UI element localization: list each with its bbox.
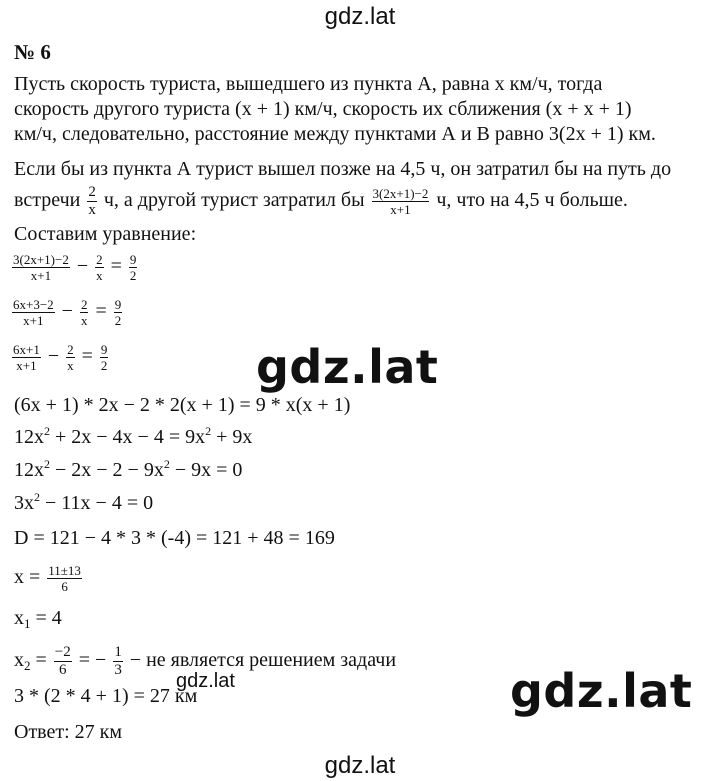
watermark-bottom: gdz.lat (324, 752, 396, 779)
minus-sign: − (47, 345, 60, 368)
watermark-right: gdz.lat (510, 664, 693, 718)
exponent: 2 (44, 424, 50, 438)
exponent: 2 (205, 424, 212, 438)
compose-label: Составим уравнение: (14, 223, 197, 245)
denominator: 2 (114, 313, 122, 328)
equals-sign: = (110, 255, 122, 278)
numerator: 3(2х+1)−2 (372, 185, 429, 201)
minus-sign: − (76, 255, 89, 278)
exponent: 2 (44, 457, 50, 471)
denominator: х+1 (390, 201, 411, 217)
fraction (12, 342, 41, 373)
exponent: 2 (34, 490, 40, 504)
equation-line: (6х + 1) * 2х − 2 * 2(х + 1) = 9 * х(х + 1) (14, 394, 351, 416)
text-line: Пусть скорость туриста, вышедшего из пункта А, равна х км/ч, тогда (14, 73, 603, 95)
minus-sign: − (61, 300, 73, 323)
exponent: 2 (163, 457, 170, 471)
term: + 2х − 4х − 4 = 9х (50, 426, 206, 448)
numerator: −2 (54, 643, 71, 660)
text-line: км/ч, следовательно, расстояние между пунктами А и В равно 3(2х + 1) км. (14, 123, 656, 145)
discriminant-line: D = 121 − 4 * 3 * (-4) = 121 + 48 = 169 (14, 527, 335, 549)
term: = (30, 649, 47, 671)
equation-line (14, 491, 153, 515)
numerator: 2 (88, 183, 96, 200)
denominator: х (88, 201, 96, 218)
roots-formula (14, 557, 84, 597)
fraction (47, 563, 82, 594)
denominator: 6 (59, 661, 67, 678)
numerator: 2 (96, 252, 103, 267)
denominator: 2 (129, 268, 137, 283)
term: 12х (14, 459, 44, 481)
denominator: 3 (114, 661, 122, 678)
term: = 4 (30, 607, 62, 629)
numerator: 2 (67, 342, 74, 357)
denominator: х+1 (30, 268, 52, 283)
equals-sign: = (81, 345, 93, 368)
problem-number: № 6 (14, 40, 51, 64)
watermark-top: gdz.lat (324, 3, 396, 30)
fraction (114, 297, 123, 328)
term: + 9х (211, 426, 253, 448)
equation-line (14, 458, 242, 482)
denominator: 6 (61, 578, 68, 594)
fraction (66, 342, 75, 373)
numerator: 6х+1 (13, 342, 40, 357)
term: = − (78, 649, 107, 671)
term: 12х (14, 426, 44, 448)
fraction (12, 252, 70, 283)
fraction (87, 184, 97, 219)
fraction (80, 297, 89, 328)
equation-2 (10, 297, 124, 328)
watermark-middle: gdz.lat (256, 340, 439, 394)
denominator: х (67, 358, 74, 373)
denominator: х+1 (16, 358, 37, 373)
term: − 11х − 4 = 0 (40, 492, 154, 514)
term: − не является решением задачи (129, 649, 397, 671)
term: х (14, 649, 24, 671)
numerator: 3(2х+1)−2 (13, 252, 69, 267)
denominator: х+1 (23, 313, 44, 328)
term: 3х (14, 492, 34, 514)
root-1 (14, 606, 62, 630)
equals-sign: = (95, 300, 107, 323)
text-line: Если бы из пункта А турист вышел позже на 4,5 ч, он затратил бы на путь до (14, 158, 672, 180)
subscript: 1 (24, 616, 31, 631)
subscript: 2 (24, 658, 31, 673)
equation-1 (10, 252, 139, 283)
text-line: скорость другого туриста (х + 1) км/ч, скорость их сближения (х + х + 1) (14, 98, 632, 120)
denominator: х (80, 313, 88, 328)
equation-3 (10, 342, 110, 373)
text-segment: ч, а другой турист затратил бы (103, 189, 365, 211)
fraction (12, 297, 55, 328)
answer: Ответ: 27 км (14, 721, 123, 743)
term: х (14, 607, 24, 629)
fraction (372, 186, 430, 217)
numerator: 6х+3−2 (13, 297, 54, 312)
distance-calc: 3 * (2 * 4 + 1) = 27 км (14, 685, 198, 707)
equation-line (14, 425, 252, 449)
fraction (95, 252, 104, 283)
denominator: х (96, 268, 103, 283)
fraction (100, 342, 109, 373)
numerator: 9 (114, 297, 122, 312)
numerator: 2 (80, 297, 88, 312)
fraction (129, 252, 138, 283)
text-segment: встречи (14, 189, 81, 211)
numerator: 1 (114, 643, 122, 660)
term: − 2х − 2 − 9х (50, 459, 164, 481)
term: − 9х = 0 (169, 459, 243, 481)
fraction (113, 644, 123, 679)
denominator: 2 (100, 358, 108, 373)
text-segment: ч, что на 4,5 ч больше. (436, 189, 628, 211)
numerator: 9 (129, 252, 137, 267)
numerator: 11±13 (48, 562, 81, 578)
numerator: 9 (100, 342, 108, 357)
text-line-with-fractions (14, 180, 628, 220)
watermark-small: gdz.lat (176, 670, 235, 692)
term: х = (14, 566, 41, 588)
fraction (54, 644, 72, 679)
